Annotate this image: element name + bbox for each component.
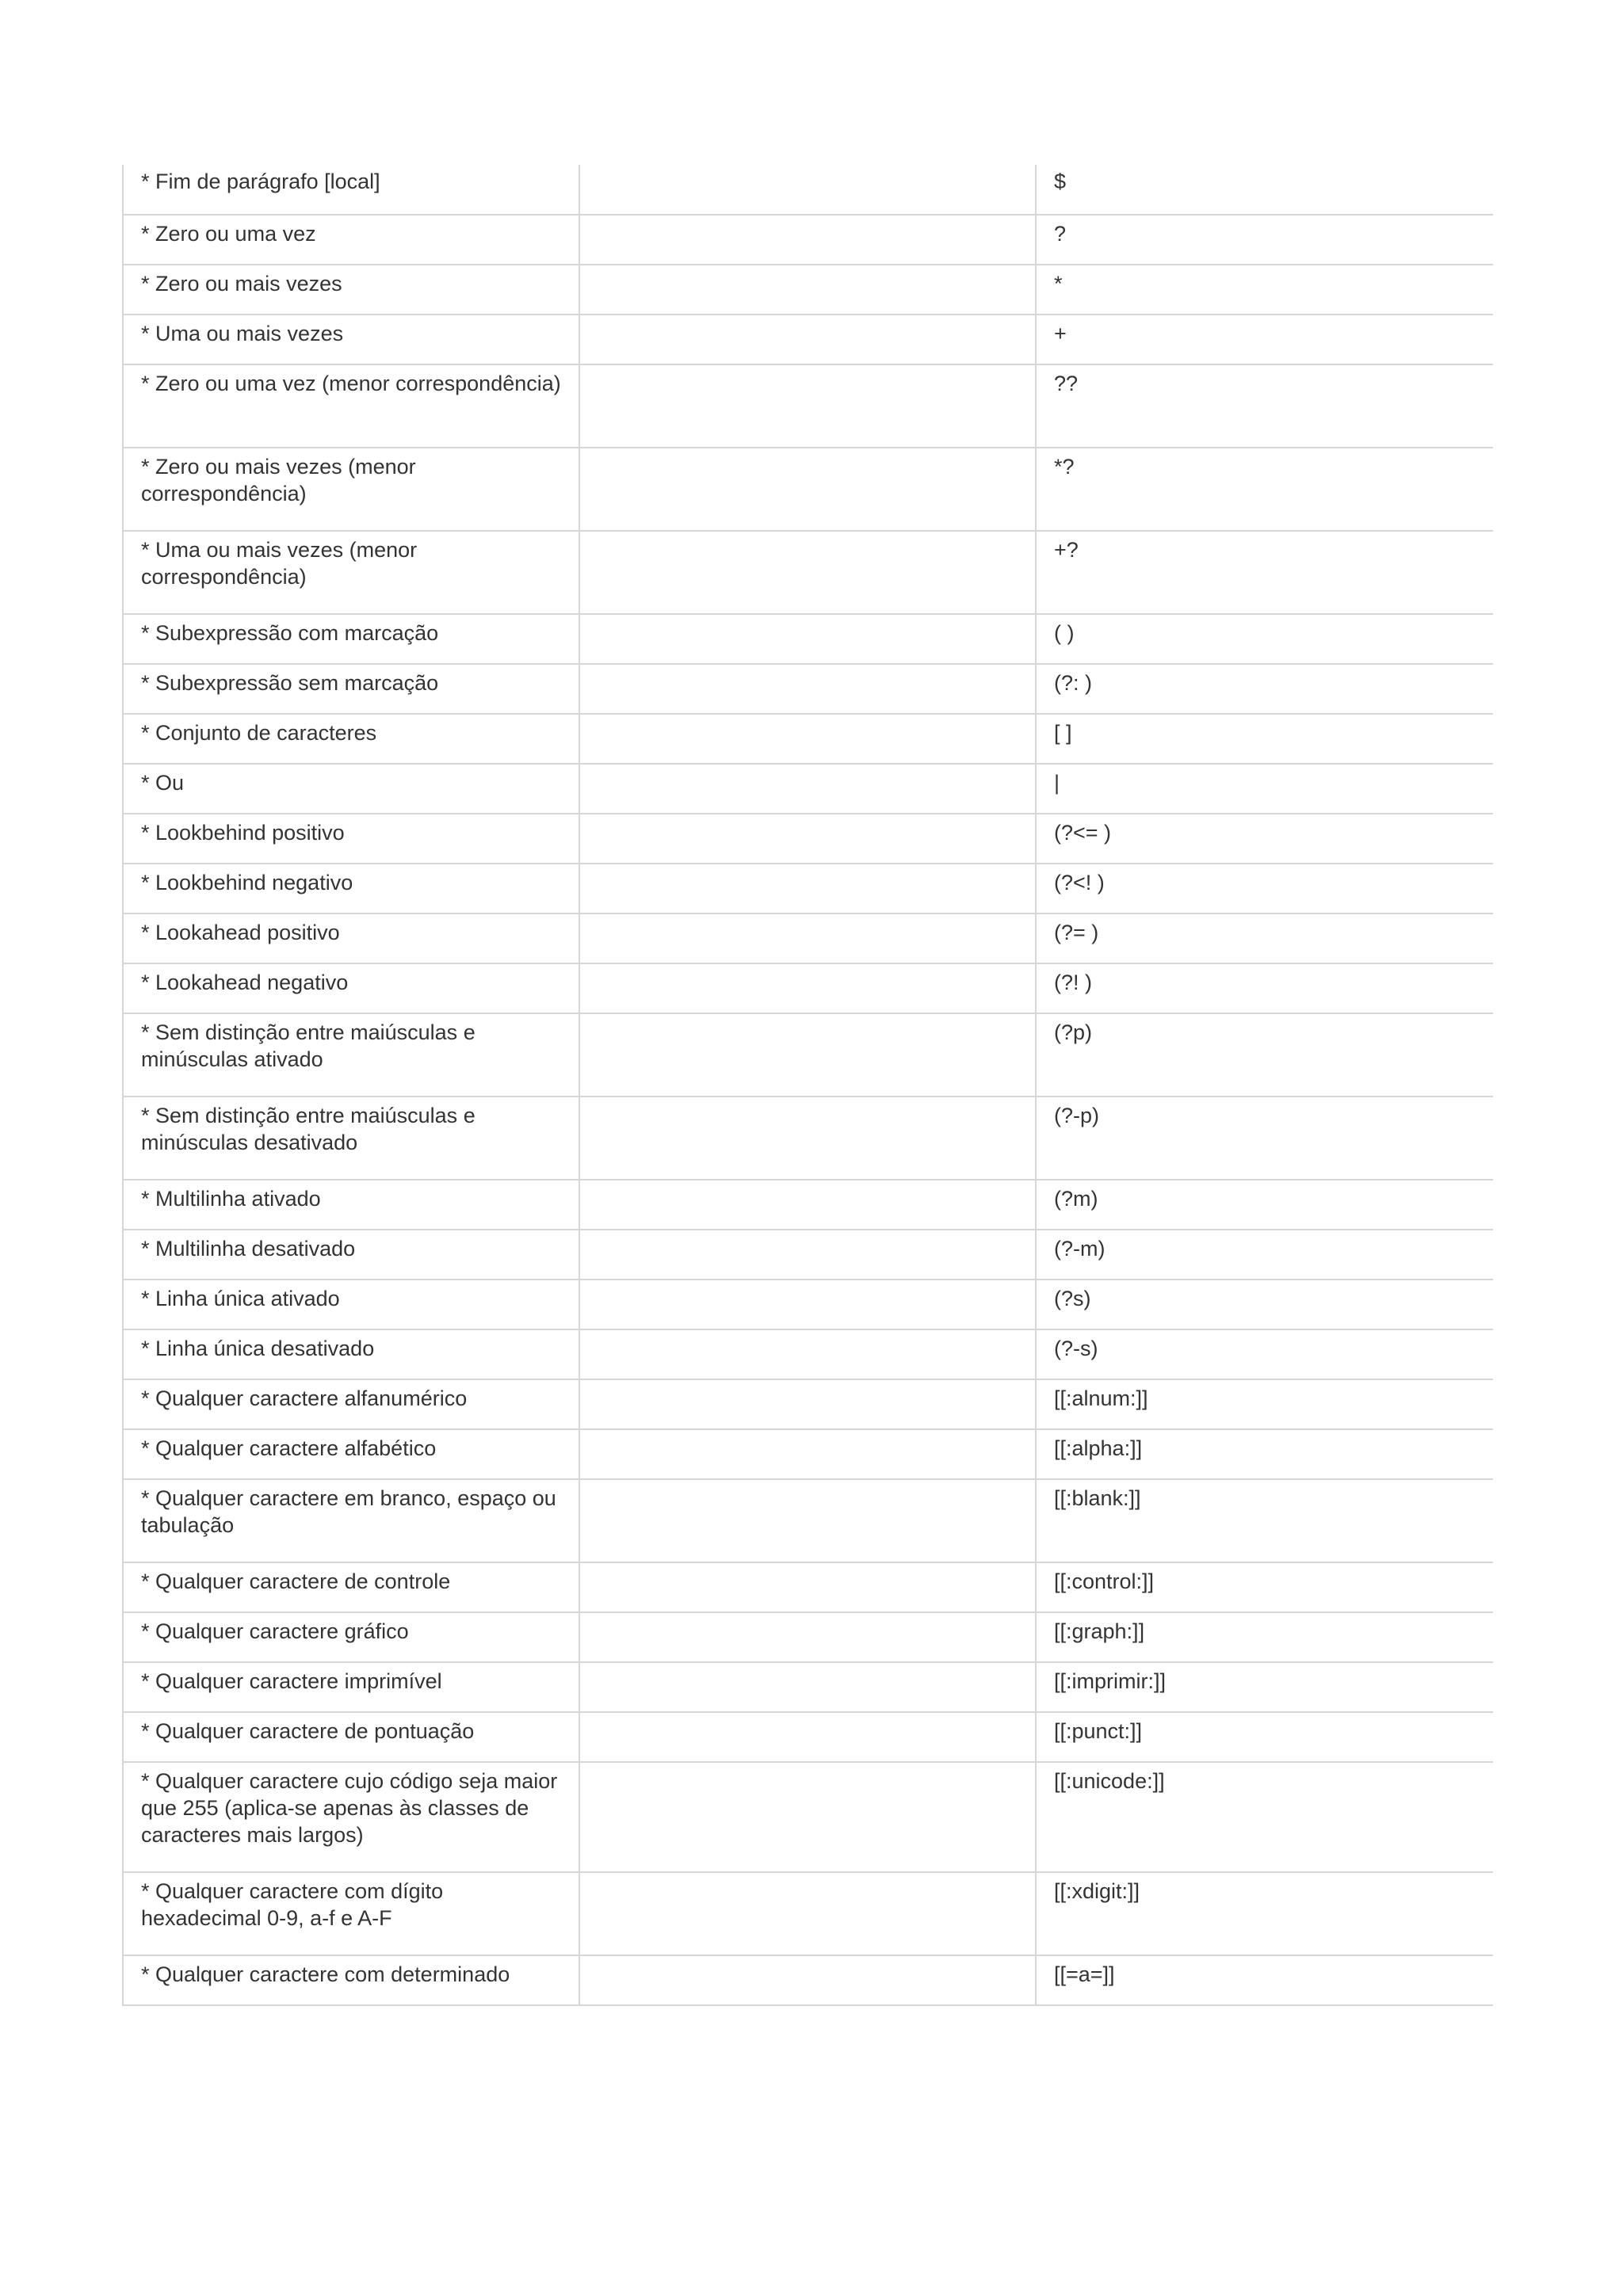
table-row [123,1097,1493,1180]
row-middle [579,364,1036,448]
row-middle [579,1230,1036,1280]
table-row [123,1379,1493,1429]
table-row [123,1662,1493,1712]
row-label: * Conjunto de caracteres [123,714,579,764]
row-label: * Qualquer caractere gráfico [123,1612,579,1662]
table-row [123,963,1493,1013]
row-middle [579,215,1036,265]
row-value: (?-s) [1036,1329,1493,1379]
row-label: * Qualquer caractere em branco, espaço ou tabulação [123,1479,579,1562]
row-value: $ [1036,165,1493,215]
row-middle [579,1097,1036,1180]
row-value: [[:blank:]] [1036,1479,1493,1562]
row-middle [579,1180,1036,1230]
row-middle [579,1612,1036,1662]
table-row [123,448,1493,531]
row-value: | [1036,764,1493,814]
table-row [123,364,1493,448]
row-value: [ ] [1036,714,1493,764]
row-label: * Qualquer caractere de controle [123,1562,579,1612]
row-value: (?! ) [1036,963,1493,1013]
table-row [123,1955,1493,2005]
row-middle [579,1562,1036,1612]
row-label: * Lookbehind positivo [123,814,579,864]
table-row [123,1180,1493,1230]
row-value: (?: ) [1036,664,1493,714]
table-row [123,1762,1493,1872]
row-value: [[:unicode:]] [1036,1762,1493,1872]
row-value: (?-m) [1036,1230,1493,1280]
row-value: * [1036,265,1493,315]
row-value: (?m) [1036,1180,1493,1230]
row-value: [[:control:]] [1036,1562,1493,1612]
row-value: [[:alpha:]] [1036,1429,1493,1479]
row-value: [[:punct:]] [1036,1712,1493,1762]
row-label: * Zero ou uma vez (menor correspondência) [123,364,579,448]
row-label: * Zero ou uma vez [123,215,579,265]
regex-table-container [122,165,1493,2126]
row-middle [579,864,1036,913]
row-label: * Qualquer caractere alfabético [123,1429,579,1479]
row-middle [579,614,1036,664]
row-label: * Lookahead negativo [123,963,579,1013]
row-label: * Multilinha ativado [123,1180,579,1230]
row-label: * Uma ou mais vezes [123,315,579,364]
row-label: * Fim de parágrafo [local] [123,165,579,215]
row-label: * Qualquer caractere de pontuação [123,1712,579,1762]
table-row [123,864,1493,913]
row-label: * Zero ou mais vezes [123,265,579,315]
row-label: * Lookahead positivo [123,913,579,963]
row-label: * Subexpressão sem marcação [123,664,579,714]
table-row [123,1013,1493,1097]
row-label: * Ou [123,764,579,814]
row-label: * Linha única desativado [123,1329,579,1379]
row-label: * Uma ou mais vezes (menor correspondência) [123,531,579,614]
row-label: * Linha única ativado [123,1280,579,1329]
table-row [123,614,1493,664]
table-row [123,1712,1493,1762]
row-value: [[:imprimir:]] [1036,1662,1493,1712]
row-middle [579,664,1036,714]
row-middle [579,1762,1036,1872]
row-label: * Qualquer caractere alfanumérico [123,1379,579,1429]
row-middle [579,1280,1036,1329]
row-middle [579,1872,1036,1955]
row-label: * Sem distinção entre maiúsculas e minúsculas desativado [123,1097,579,1180]
row-label: * Lookbehind negativo [123,864,579,913]
row-value: (?= ) [1036,913,1493,963]
table-row [123,315,1493,364]
row-middle [579,1429,1036,1479]
row-middle [579,1379,1036,1429]
table-row [123,215,1493,265]
table-row [123,165,1493,215]
row-value: ?? [1036,364,1493,448]
row-value: (?-p) [1036,1097,1493,1180]
row-value: [[:xdigit:]] [1036,1872,1493,1955]
row-middle [579,963,1036,1013]
table-row [123,913,1493,963]
table-row [123,1429,1493,1479]
row-value: (?p) [1036,1013,1493,1097]
table-row [123,265,1493,315]
row-value: [[:graph:]] [1036,1612,1493,1662]
row-middle [579,764,1036,814]
table-row [123,1562,1493,1612]
table-row [123,1329,1493,1379]
row-middle [579,165,1036,215]
table-row [123,1872,1493,1955]
table-row [123,664,1493,714]
row-middle [579,1013,1036,1097]
row-middle [579,531,1036,614]
row-label: * Qualquer caractere imprimível [123,1662,579,1712]
row-label: * Subexpressão com marcação [123,614,579,664]
row-label: * Sem distinção entre maiúsculas e minúsculas ativado [123,1013,579,1097]
row-value: [[=a=]] [1036,1955,1493,2005]
regex-table [122,165,1493,2006]
row-value: + [1036,315,1493,364]
table-row [123,714,1493,764]
row-value: +? [1036,531,1493,614]
row-middle [579,1479,1036,1562]
row-middle [579,1662,1036,1712]
row-label: * Zero ou mais vezes (menor correspondência) [123,448,579,531]
row-value: (?s) [1036,1280,1493,1329]
row-value: *? [1036,448,1493,531]
table-row [123,814,1493,864]
row-middle [579,1329,1036,1379]
row-value: (?<! ) [1036,864,1493,913]
table-row [123,764,1493,814]
table-row [123,531,1493,614]
table-row [123,1612,1493,1662]
row-middle [579,1712,1036,1762]
table-row [123,1230,1493,1280]
row-label: * Qualquer caractere cujo código seja maior que 255 (aplica-se apenas às classes de caracteres mais largos) [123,1762,579,1872]
row-label: * Qualquer caractere com dígito hexadecimal 0-9, a-f e A-F [123,1872,579,1955]
row-label: * Qualquer caractere com determinado [123,1955,579,2005]
row-label: * Multilinha desativado [123,1230,579,1280]
row-value: ( ) [1036,614,1493,664]
row-value: ? [1036,215,1493,265]
table-row [123,1479,1493,1562]
row-middle [579,814,1036,864]
row-middle [579,448,1036,531]
table-row [123,1280,1493,1329]
row-value: (?<= ) [1036,814,1493,864]
row-middle [579,315,1036,364]
row-value: [[:alnum:]] [1036,1379,1493,1429]
row-middle [579,913,1036,963]
row-middle [579,714,1036,764]
row-middle [579,265,1036,315]
row-middle [579,1955,1036,2005]
